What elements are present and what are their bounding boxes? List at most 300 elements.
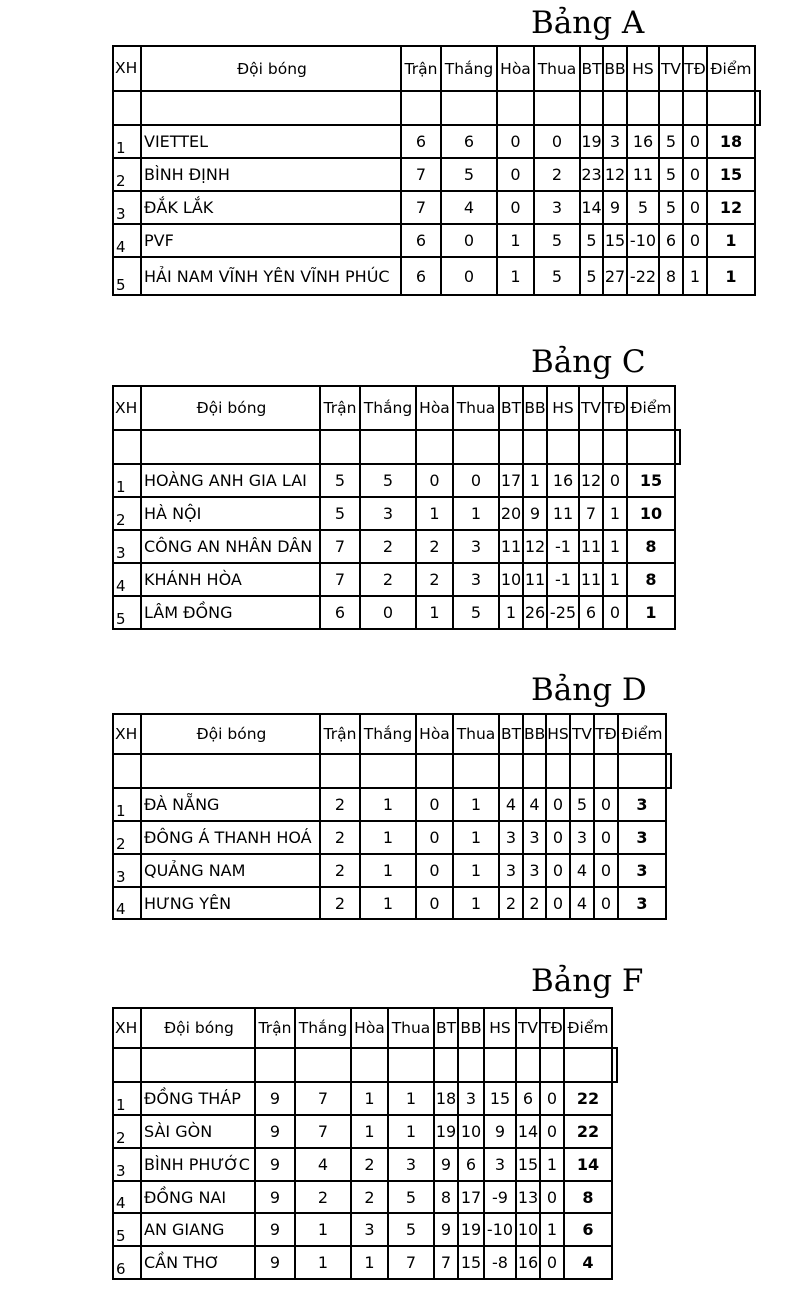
cell-tran: 5 bbox=[320, 464, 360, 497]
cell-thang: 2 bbox=[295, 1181, 351, 1213]
blank-cell bbox=[564, 1048, 612, 1082]
blank-cell bbox=[534, 91, 580, 125]
cell-hoa: 1 bbox=[351, 1115, 388, 1148]
cell-hoa: 2 bbox=[351, 1181, 388, 1213]
cell-td: 0 bbox=[594, 887, 618, 919]
table-row bbox=[113, 788, 666, 821]
cell-bt: 5 bbox=[580, 224, 603, 257]
header-doi-bong: Đội bóng bbox=[141, 386, 320, 430]
cell-hs: -10 bbox=[484, 1213, 516, 1246]
cell-bb: 17 bbox=[458, 1181, 484, 1213]
cell-tran: 9 bbox=[255, 1246, 295, 1279]
blank-row bbox=[113, 1048, 612, 1082]
cell-doi-bong: ĐỒNG THÁP bbox=[141, 1082, 255, 1115]
blank-cell bbox=[499, 430, 523, 464]
cell-xh: 1 bbox=[113, 788, 141, 821]
header-td: TĐ bbox=[683, 46, 707, 91]
blank-cell bbox=[360, 754, 416, 788]
cell-thua: 3 bbox=[534, 191, 580, 224]
cell-td: 0 bbox=[594, 788, 618, 821]
cell-hs: 5 bbox=[627, 191, 659, 224]
cell-thang: 7 bbox=[295, 1115, 351, 1148]
table-row bbox=[113, 596, 675, 629]
cell-hs: 0 bbox=[546, 854, 570, 887]
cell-xh: 5 bbox=[113, 257, 141, 295]
blank-cell bbox=[570, 754, 594, 788]
cell-hoa: 1 bbox=[416, 596, 453, 629]
blank-cell bbox=[351, 1048, 388, 1082]
cell-thang: 3 bbox=[360, 497, 416, 530]
cell-bt: 5 bbox=[580, 257, 603, 295]
cell-bt: 9 bbox=[434, 1213, 458, 1246]
cell-td: 1 bbox=[603, 563, 627, 596]
cell-diem: 12 bbox=[707, 191, 755, 224]
header-thang: Thắng bbox=[441, 46, 497, 91]
cell-xh: 1 bbox=[113, 464, 141, 497]
cell-doi-bong: AN GIANG bbox=[141, 1213, 255, 1246]
cell-hoa: 0 bbox=[416, 821, 453, 854]
cell-xh: 4 bbox=[113, 1181, 141, 1213]
bang-a-table bbox=[112, 45, 756, 296]
blank-cell bbox=[453, 430, 499, 464]
cell-bt: 3 bbox=[499, 854, 523, 887]
cell-bb: 12 bbox=[603, 158, 627, 191]
cell-hs: -10 bbox=[627, 224, 659, 257]
cell-diem: 3 bbox=[618, 854, 666, 887]
header-diem: Điểm bbox=[707, 46, 755, 91]
cell-hoa: 0 bbox=[416, 854, 453, 887]
header-tv: TV bbox=[659, 46, 683, 91]
cell-tran: 7 bbox=[401, 191, 441, 224]
cell-thua: 1 bbox=[453, 788, 499, 821]
cell-thua: 1 bbox=[388, 1115, 434, 1148]
cell-tran: 9 bbox=[255, 1082, 295, 1115]
cell-bt: 11 bbox=[499, 530, 523, 563]
cell-bb: 3 bbox=[523, 821, 546, 854]
cell-tran: 5 bbox=[320, 497, 360, 530]
cell-hoa: 3 bbox=[351, 1213, 388, 1246]
blank-cell bbox=[295, 1048, 351, 1082]
cell-hs: 0 bbox=[546, 821, 570, 854]
header-thang: Thắng bbox=[360, 714, 416, 754]
cell-xh: 6 bbox=[113, 1246, 141, 1279]
cell-hs: -1 bbox=[547, 530, 579, 563]
blank-cell bbox=[141, 754, 320, 788]
cell-tv: 5 bbox=[659, 158, 683, 191]
blank-cell bbox=[546, 754, 570, 788]
bang-d-title: Bảng D bbox=[531, 672, 647, 708]
blank-row-tail bbox=[674, 429, 681, 465]
cell-td: 1 bbox=[683, 257, 707, 295]
blank-cell bbox=[540, 1048, 564, 1082]
cell-thua: 5 bbox=[534, 257, 580, 295]
cell-diem: 8 bbox=[564, 1181, 612, 1213]
cell-xh: 4 bbox=[113, 224, 141, 257]
blank-cell bbox=[141, 1048, 255, 1082]
cell-bt: 19 bbox=[434, 1115, 458, 1148]
header-tv: TV bbox=[570, 714, 594, 754]
bang-d-table bbox=[112, 713, 667, 920]
header-xh: XH bbox=[113, 1008, 141, 1048]
cell-tv: 15 bbox=[516, 1148, 540, 1181]
cell-tv: 3 bbox=[570, 821, 594, 854]
cell-doi-bong: HẢI NAM VĨNH YÊN VĨNH PHÚC bbox=[141, 257, 401, 295]
cell-xh: 2 bbox=[113, 497, 141, 530]
header-thua: Thua bbox=[534, 46, 580, 91]
cell-bt: 10 bbox=[499, 563, 523, 596]
blank-cell bbox=[579, 430, 603, 464]
blank-cell bbox=[320, 754, 360, 788]
cell-thua: 0 bbox=[453, 464, 499, 497]
cell-td: 0 bbox=[683, 224, 707, 257]
cell-bt: 19 bbox=[580, 125, 603, 158]
cell-hs: 0 bbox=[546, 887, 570, 919]
cell-tran: 9 bbox=[255, 1181, 295, 1213]
cell-bt: 18 bbox=[434, 1082, 458, 1115]
bang-c-title: Bảng C bbox=[531, 344, 646, 380]
cell-diem: 3 bbox=[618, 887, 666, 919]
cell-td: 0 bbox=[683, 158, 707, 191]
cell-thang: 0 bbox=[441, 257, 497, 295]
header-thua: Thua bbox=[388, 1008, 434, 1048]
cell-hoa: 1 bbox=[416, 497, 453, 530]
cell-tran: 2 bbox=[320, 887, 360, 919]
header-hs: HS bbox=[627, 46, 659, 91]
cell-diem: 1 bbox=[627, 596, 675, 629]
cell-bb: 3 bbox=[458, 1082, 484, 1115]
cell-hs: -22 bbox=[627, 257, 659, 295]
cell-xh: 2 bbox=[113, 158, 141, 191]
cell-tv: 16 bbox=[516, 1246, 540, 1279]
cell-doi-bong: ĐẮK LẮK bbox=[141, 191, 401, 224]
cell-bb: 19 bbox=[458, 1213, 484, 1246]
cell-doi-bong: HÀ NỘI bbox=[141, 497, 320, 530]
blank-cell bbox=[113, 1048, 141, 1082]
bang-c-table bbox=[112, 385, 676, 630]
header-tran: Trận bbox=[320, 386, 360, 430]
cell-thang: 5 bbox=[441, 158, 497, 191]
cell-bb: 4 bbox=[523, 788, 546, 821]
cell-bb: 9 bbox=[523, 497, 547, 530]
header-xh: XH bbox=[113, 714, 141, 754]
cell-tran: 9 bbox=[255, 1148, 295, 1181]
blank-row bbox=[113, 430, 675, 464]
cell-hs: 11 bbox=[547, 497, 579, 530]
cell-diem: 22 bbox=[564, 1115, 612, 1148]
cell-bb: 9 bbox=[603, 191, 627, 224]
cell-bb: 6 bbox=[458, 1148, 484, 1181]
header-row bbox=[113, 1008, 612, 1048]
table-row bbox=[113, 1148, 612, 1181]
cell-tran: 2 bbox=[320, 788, 360, 821]
cell-hs: -8 bbox=[484, 1246, 516, 1279]
cell-xh: 5 bbox=[113, 596, 141, 629]
blank-cell bbox=[113, 91, 141, 125]
cell-hoa: 0 bbox=[416, 788, 453, 821]
blank-cell bbox=[499, 754, 523, 788]
blank-row-tail bbox=[754, 90, 761, 126]
cell-hoa: 2 bbox=[416, 530, 453, 563]
header-row bbox=[113, 386, 675, 430]
blank-cell bbox=[113, 430, 141, 464]
blank-cell bbox=[547, 430, 579, 464]
cell-hoa: 1 bbox=[497, 224, 534, 257]
cell-thang: 7 bbox=[295, 1082, 351, 1115]
header-bt: BT bbox=[434, 1008, 458, 1048]
cell-bt: 17 bbox=[499, 464, 523, 497]
cell-doi-bong: BÌNH ĐỊNH bbox=[141, 158, 401, 191]
cell-doi-bong: ĐÀ NẴNG bbox=[141, 788, 320, 821]
cell-diem: 4 bbox=[564, 1246, 612, 1279]
table-row bbox=[113, 158, 755, 191]
header-diem: Điểm bbox=[618, 714, 666, 754]
cell-hs: -1 bbox=[547, 563, 579, 596]
cell-tv: 13 bbox=[516, 1181, 540, 1213]
cell-td: 1 bbox=[603, 497, 627, 530]
cell-thang: 0 bbox=[360, 596, 416, 629]
cell-bt: 7 bbox=[434, 1246, 458, 1279]
table-row bbox=[113, 497, 675, 530]
table-row bbox=[113, 125, 755, 158]
blank-cell bbox=[516, 1048, 540, 1082]
header-bb: BB bbox=[603, 46, 627, 91]
table-row bbox=[113, 887, 666, 919]
cell-xh: 3 bbox=[113, 1148, 141, 1181]
cell-tv: 6 bbox=[516, 1082, 540, 1115]
blank-cell bbox=[603, 430, 627, 464]
cell-thua: 1 bbox=[453, 854, 499, 887]
cell-tv: 4 bbox=[570, 887, 594, 919]
blank-cell bbox=[594, 754, 618, 788]
blank-cell bbox=[484, 1048, 516, 1082]
cell-thua: 5 bbox=[388, 1213, 434, 1246]
header-hs: HS bbox=[484, 1008, 516, 1048]
header-doi-bong: Đội bóng bbox=[141, 46, 401, 91]
blank-cell bbox=[453, 754, 499, 788]
cell-xh: 5 bbox=[113, 1213, 141, 1246]
cell-doi-bong: CÔNG AN NHÂN DÂN bbox=[141, 530, 320, 563]
cell-tv: 5 bbox=[570, 788, 594, 821]
cell-tv: 12 bbox=[579, 464, 603, 497]
cell-doi-bong: ĐỒNG NAI bbox=[141, 1181, 255, 1213]
table-row bbox=[113, 224, 755, 257]
blank-cell bbox=[388, 1048, 434, 1082]
table-row bbox=[113, 530, 675, 563]
cell-td: 0 bbox=[540, 1181, 564, 1213]
cell-tran: 7 bbox=[401, 158, 441, 191]
blank-cell bbox=[580, 91, 603, 125]
cell-tran: 7 bbox=[320, 530, 360, 563]
cell-diem: 8 bbox=[627, 563, 675, 596]
cell-diem: 3 bbox=[618, 788, 666, 821]
header-td: TĐ bbox=[603, 386, 627, 430]
cell-thua: 2 bbox=[534, 158, 580, 191]
cell-hs: 16 bbox=[547, 464, 579, 497]
table-row bbox=[113, 854, 666, 887]
cell-hs: 0 bbox=[546, 788, 570, 821]
header-bb: BB bbox=[458, 1008, 484, 1048]
blank-cell bbox=[141, 91, 401, 125]
blank-cell bbox=[618, 754, 666, 788]
cell-doi-bong: HOÀNG ANH GIA LAI bbox=[141, 464, 320, 497]
blank-cell bbox=[416, 430, 453, 464]
cell-tran: 6 bbox=[320, 596, 360, 629]
cell-tran: 2 bbox=[320, 821, 360, 854]
cell-thua: 5 bbox=[388, 1181, 434, 1213]
header-thua: Thua bbox=[453, 714, 499, 754]
cell-xh: 2 bbox=[113, 1115, 141, 1148]
header-td: TĐ bbox=[594, 714, 618, 754]
header-bt: BT bbox=[499, 386, 523, 430]
header-tv: TV bbox=[579, 386, 603, 430]
header-row bbox=[113, 46, 755, 91]
header-hoa: Hòa bbox=[351, 1008, 388, 1048]
table-row bbox=[113, 1115, 612, 1148]
cell-tv: 11 bbox=[579, 563, 603, 596]
header-tran: Trận bbox=[255, 1008, 295, 1048]
cell-thang: 0 bbox=[441, 224, 497, 257]
cell-xh: 4 bbox=[113, 887, 141, 919]
cell-bb: 12 bbox=[523, 530, 547, 563]
cell-thua: 1 bbox=[388, 1082, 434, 1115]
blank-row bbox=[113, 91, 755, 125]
blank-row-tail bbox=[665, 753, 672, 789]
header-td: TĐ bbox=[540, 1008, 564, 1048]
header-xh: XH bbox=[113, 46, 141, 91]
cell-td: 0 bbox=[603, 596, 627, 629]
header-thang: Thắng bbox=[360, 386, 416, 430]
cell-hoa: 0 bbox=[497, 191, 534, 224]
blank-cell bbox=[603, 91, 627, 125]
cell-tran: 6 bbox=[401, 257, 441, 295]
cell-doi-bong: HƯNG YÊN bbox=[141, 887, 320, 919]
cell-hs: 15 bbox=[484, 1082, 516, 1115]
blank-cell bbox=[497, 91, 534, 125]
cell-tv: 5 bbox=[659, 191, 683, 224]
cell-thua: 5 bbox=[453, 596, 499, 629]
blank-cell bbox=[441, 91, 497, 125]
blank-cell bbox=[458, 1048, 484, 1082]
cell-thua: 0 bbox=[534, 125, 580, 158]
cell-hs: 3 bbox=[484, 1148, 516, 1181]
cell-doi-bong: BÌNH PHƯỚC bbox=[141, 1148, 255, 1181]
cell-td: 0 bbox=[594, 821, 618, 854]
cell-diem: 8 bbox=[627, 530, 675, 563]
cell-bb: 3 bbox=[523, 854, 546, 887]
cell-bt: 4 bbox=[499, 788, 523, 821]
cell-thua: 5 bbox=[534, 224, 580, 257]
table-row bbox=[113, 821, 666, 854]
header-tran: Trận bbox=[401, 46, 441, 91]
blank-cell bbox=[627, 91, 659, 125]
cell-tran: 6 bbox=[401, 224, 441, 257]
cell-bt: 2 bbox=[499, 887, 523, 919]
cell-bb: 2 bbox=[523, 887, 546, 919]
cell-bt: 3 bbox=[499, 821, 523, 854]
header-xh: XH bbox=[113, 386, 141, 430]
cell-doi-bong: LÂM ĐỒNG bbox=[141, 596, 320, 629]
bang-f-table bbox=[112, 1007, 613, 1280]
header-diem: Điểm bbox=[564, 1008, 612, 1048]
cell-hoa: 0 bbox=[497, 125, 534, 158]
bang-f-title: Bảng F bbox=[531, 963, 644, 999]
cell-diem: 1 bbox=[707, 224, 755, 257]
header-hs: HS bbox=[546, 714, 570, 754]
cell-diem: 10 bbox=[627, 497, 675, 530]
header-tran: Trận bbox=[320, 714, 360, 754]
header-bb: BB bbox=[523, 714, 546, 754]
cell-thang: 6 bbox=[441, 125, 497, 158]
cell-xh: 2 bbox=[113, 821, 141, 854]
cell-tv: 5 bbox=[659, 125, 683, 158]
cell-bb: 3 bbox=[603, 125, 627, 158]
cell-thang: 1 bbox=[360, 887, 416, 919]
cell-tran: 9 bbox=[255, 1213, 295, 1246]
header-doi-bong: Đội bóng bbox=[141, 1008, 255, 1048]
table-row bbox=[113, 1082, 612, 1115]
blank-cell bbox=[523, 430, 547, 464]
cell-hs: 16 bbox=[627, 125, 659, 158]
cell-xh: 1 bbox=[113, 1082, 141, 1115]
cell-bt: 9 bbox=[434, 1148, 458, 1181]
cell-thua: 7 bbox=[388, 1246, 434, 1279]
cell-thang: 2 bbox=[360, 563, 416, 596]
header-thua: Thua bbox=[453, 386, 499, 430]
cell-thua: 1 bbox=[453, 497, 499, 530]
cell-hs: -25 bbox=[547, 596, 579, 629]
table-row bbox=[113, 1213, 612, 1246]
cell-doi-bong: PVF bbox=[141, 224, 401, 257]
cell-td: 0 bbox=[683, 125, 707, 158]
cell-xh: 1 bbox=[113, 125, 141, 158]
cell-tv: 11 bbox=[579, 530, 603, 563]
cell-thang: 2 bbox=[360, 530, 416, 563]
cell-bb: 27 bbox=[603, 257, 627, 295]
cell-thua: 1 bbox=[453, 887, 499, 919]
header-hoa: Hòa bbox=[416, 714, 453, 754]
header-diem: Điểm bbox=[627, 386, 675, 430]
table-row bbox=[113, 1181, 612, 1213]
cell-diem: 15 bbox=[707, 158, 755, 191]
cell-thua: 3 bbox=[388, 1148, 434, 1181]
cell-hoa: 0 bbox=[416, 887, 453, 919]
cell-hoa: 1 bbox=[497, 257, 534, 295]
cell-hoa: 1 bbox=[351, 1082, 388, 1115]
cell-diem: 15 bbox=[627, 464, 675, 497]
header-tv: TV bbox=[516, 1008, 540, 1048]
cell-td: 1 bbox=[540, 1148, 564, 1181]
blank-cell bbox=[659, 91, 683, 125]
cell-thua: 3 bbox=[453, 530, 499, 563]
cell-bb: 1 bbox=[523, 464, 547, 497]
cell-bb: 15 bbox=[603, 224, 627, 257]
cell-diem: 22 bbox=[564, 1082, 612, 1115]
header-bt: BT bbox=[499, 714, 523, 754]
cell-hs: 9 bbox=[484, 1115, 516, 1148]
cell-bt: 8 bbox=[434, 1181, 458, 1213]
cell-xh: 3 bbox=[113, 530, 141, 563]
blank-cell bbox=[320, 430, 360, 464]
cell-tv: 10 bbox=[516, 1213, 540, 1246]
blank-cell bbox=[683, 91, 707, 125]
cell-diem: 18 bbox=[707, 125, 755, 158]
cell-td: 0 bbox=[603, 464, 627, 497]
cell-doi-bong: QUẢNG NAM bbox=[141, 854, 320, 887]
bang-a-title: Bảng A bbox=[531, 5, 645, 41]
header-hoa: Hòa bbox=[497, 46, 534, 91]
cell-bt: 14 bbox=[580, 191, 603, 224]
blank-cell bbox=[360, 430, 416, 464]
